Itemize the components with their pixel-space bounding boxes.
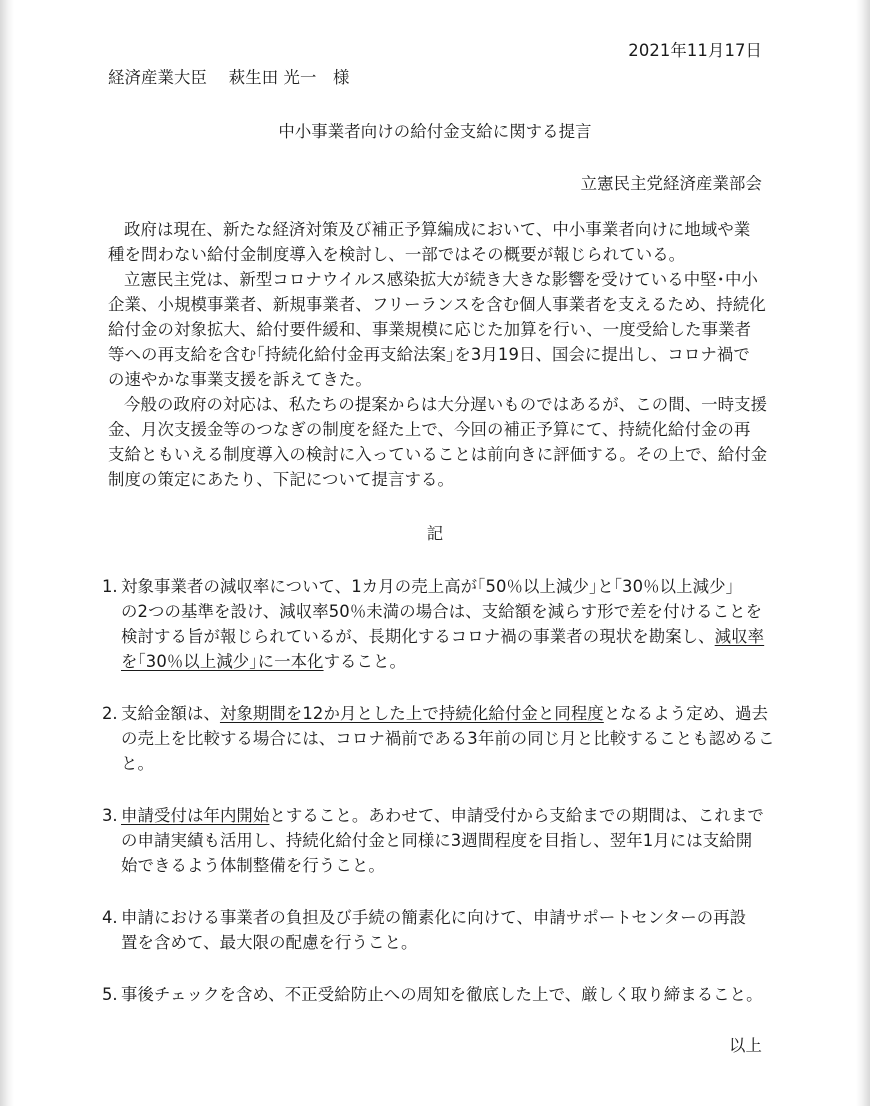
recipient: 経済産業大臣 萩生田 光一 様 [108, 68, 350, 87]
sender: 立憲民主党経済産業部会 [580, 174, 762, 193]
item-1-line-3-text: 検討する旨が報じられているが、長期化するコロナ禍の事業者の現状を勘案し、 [121, 627, 715, 646]
closing: 以上 [729, 1036, 762, 1055]
item-4-line-1: 申請における事業者の負担及び手続の簡素化に向けて、申請サポートセンターの再設 [121, 908, 747, 927]
item-2-line-1-text-b: となるよう定め、過去 [603, 704, 769, 723]
ki-heading: 記 [426, 524, 444, 543]
item-2-line-1 [121, 704, 768, 724]
intro-p3-line-4: 制度の策定にあたり、下記について提言する。 [108, 470, 454, 489]
intro-p3-line-1: 今般の政府の対応は、私たちの提案からは大分遅いものではあるが、この間、一時支援 [124, 395, 768, 414]
intro-p3-line-3: 支給ともいえる制度導入の検討に入っていることは前向きに評価する。その上で、給付金 [108, 445, 768, 464]
intro-p2-line-5: の速やかな事業支援を訴えてきた。 [108, 370, 372, 389]
item-3-line-3: 始できるよう体制整備を行うこと。 [121, 856, 385, 875]
item-1-underline-2: を｢30％以上減少｣に一本化 [121, 652, 324, 671]
document-title: 中小事業者向けの給付金支給に関する提言 [278, 122, 592, 141]
item-2-line-2: の売上を比較する場合には、コロナ禍前である3年前の同じ月と比較することも認めるこ [121, 729, 775, 748]
item-2-line-1-text-a: 支給金額は、 [121, 704, 220, 723]
item-1-line-4 [121, 652, 406, 672]
intro-p2-line-4: 等への再支給を含む｢持続化給付金再支給法案｣を3月19日、国会に提出し、コロナ禍で [108, 345, 750, 364]
item-5-number: 5. [102, 985, 118, 1004]
item-4-number: 4. [102, 908, 118, 927]
item-3-line-2: の申請実績も活用し、持続化給付金と同様に3週間程度を目指し、翌年1月には支給開 [121, 831, 753, 850]
intro-p3-line-2: 金、月次支援金等のつなぎの制度を経た上で、今回の補正予算にて、持続化給付金の再 [108, 420, 751, 439]
item-3-line-1 [121, 806, 764, 826]
item-1-line-4-text: すること。 [323, 652, 407, 671]
document-date: 2021年11月17日 [628, 41, 762, 60]
intro-p1-line-2: 種を問わない給付金制度導入を検討し、一部ではその概要が報じられている。 [108, 245, 686, 264]
item-3-number: 3. [102, 806, 118, 825]
intro-p2-line-3: 給付金の対象拡大、給付要件緩和、事業規模に応じた加算を行い、一度受給した事業者 [108, 320, 752, 339]
intro-p2-line-1: 立憲民主党は、新型コロナウイルス感染拡大が続き大きな影響を受けている中堅･中小 [124, 270, 758, 289]
item-1-line-2: の2つの基準を設け、減収率50％未満の場合は、支給額を減らす形で差を付けることを [121, 602, 763, 621]
item-1-underline-1: 減収率 [714, 627, 765, 646]
intro-p1-line-1: 政府は現在、新たな経済対策及び補正予算編成において、中小事業者向けに地域や業 [124, 220, 751, 239]
item-2-underline: 対象期間を12か月とした上で持続化給付金と同程度 [219, 704, 604, 723]
item-4-line-2: 置を含めて、最大限の配慮を行うこと。 [121, 933, 418, 952]
item-3-underline: 申請受付は年内開始 [121, 806, 270, 825]
item-2-line-3: と。 [121, 754, 154, 773]
item-2-number: 2. [102, 704, 118, 723]
item-1-line-3 [121, 627, 764, 647]
intro-p2-line-2: 企業、小規模事業者、新規事業者、フリーランスを含む個人事業者を支えるため、持続化 [108, 295, 766, 314]
item-1-number: 1. [102, 577, 118, 596]
item-5-line-1: 事後チェックを含め、不正受給防止への周知を徹底した上で、厳しく取り締まること。 [121, 985, 763, 1004]
item-1-line-1: 対象事業者の減収率について、1カ月の売上高が｢50％以上減少｣と｢30％以上減少｣ [121, 577, 734, 596]
item-3-line-1-text: とすること。あわせて、申請受付から支給までの期間は、これまで [269, 806, 764, 825]
